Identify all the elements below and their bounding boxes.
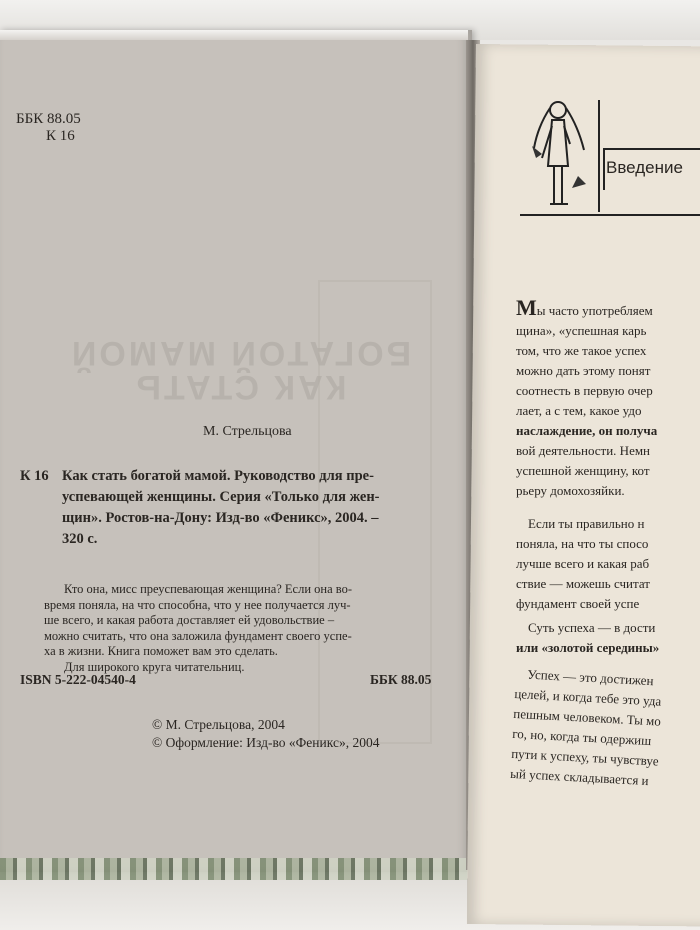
text-line: лает, а с тем, какое удо xyxy=(516,403,642,418)
paragraph-1 xyxy=(516,295,700,501)
annotation-line: можно считать, что она заложила фундамент своего успе- xyxy=(44,628,352,643)
text-line: можно дать этому понят xyxy=(516,363,651,378)
author-sign: К 16 xyxy=(20,468,49,484)
text-line: Суть успеха — в дости xyxy=(528,620,656,635)
text-line: Мы часто употребляем xyxy=(516,295,653,320)
bib-line: успевающей женщины. Серия «Только для жен- xyxy=(62,489,380,505)
annotation-line: Кто она, мисс преуспевающая женщина? Если она во- xyxy=(64,582,352,596)
author-name: М. Стрельцова xyxy=(203,424,292,439)
text-line: щина», «успешная карь xyxy=(516,323,647,338)
bib-line: 320 с. xyxy=(62,531,98,547)
page-edge xyxy=(0,30,468,40)
paragraph-2 xyxy=(516,514,700,614)
cover-strip xyxy=(0,858,470,880)
annotation xyxy=(44,582,444,675)
bib-line: Как стать богатой мамой. Руководство для пре- xyxy=(62,468,374,484)
header-divider-horizontal xyxy=(520,214,700,216)
text-line: лучше всего и какая раб xyxy=(516,556,650,571)
text-line: наслаждение, он получа xyxy=(516,423,658,438)
bib-line: щин». Ростов-на-Дону: Изд-во «Феникс», 2004. – xyxy=(62,510,379,526)
text-line: целей, и когда тебе это уда xyxy=(514,685,662,709)
annotation-line: ше всего, и какая работа доставляет ей удовольствие – xyxy=(44,613,335,627)
header-divider-vertical xyxy=(598,100,600,212)
annotation-line: Для широкого круга читательниц. xyxy=(64,659,245,674)
copyright-line: © М. Стрельцова, 2004 xyxy=(152,717,285,732)
text-line: вой деятельности. Немн xyxy=(516,443,651,458)
copyright-block xyxy=(152,716,379,752)
text-line: ый успех складывается и xyxy=(509,765,649,789)
text-line: Успех — это достижен xyxy=(527,666,654,689)
cover-bleed-line: КАК СТАТЬ xyxy=(133,368,347,406)
text-line: пешным человеком. Ты мо xyxy=(513,705,662,729)
paragraph-4 xyxy=(510,664,700,794)
copyright-line: © Оформление: Изд-во «Феникс», 2004 xyxy=(152,735,380,750)
text-line: пути к успеху, ты чувствуе xyxy=(510,745,659,769)
text-line: или «золотой середины» xyxy=(516,640,660,655)
cover-bleed-text xyxy=(20,336,460,404)
isbn: ISBN 5-222-04540-4 xyxy=(20,672,136,687)
annotation-line: время поняла, на что способна, что у нее получается луч- xyxy=(44,597,351,612)
text-line: ствие — можешь считат xyxy=(516,576,650,591)
bbk-code-top: ББК 88.05 xyxy=(16,111,81,127)
text-line: фундамент своей успе xyxy=(516,596,640,611)
text-line: том, что же такое успех xyxy=(516,343,647,358)
bibliographic-description xyxy=(62,466,452,550)
text-line: поняла, на что ты спосо xyxy=(516,536,649,551)
author-sign-top: К 16 xyxy=(46,128,75,144)
text-line: успешной женщину, кот xyxy=(516,463,650,478)
annotation-line: ха в жизни. Книга поможет вам это сделать. xyxy=(44,644,278,658)
drop-cap: М xyxy=(516,295,537,320)
chapter-title: Введение xyxy=(606,158,683,177)
text-line: Если ты правильно н xyxy=(528,516,645,531)
cover-bleed-line: БОГАТОЙ МАМОЙ xyxy=(68,334,412,372)
woman-illustration-icon xyxy=(528,96,588,216)
bbk-code-bottom: ББК 88.05 xyxy=(370,672,432,687)
paragraph-3 xyxy=(516,618,700,658)
text-line: соотнесть в первую очер xyxy=(516,383,653,398)
text-line: го, но, когда ты одержиш xyxy=(511,725,652,749)
text-line: рьеру домохозяйки. xyxy=(516,483,625,498)
